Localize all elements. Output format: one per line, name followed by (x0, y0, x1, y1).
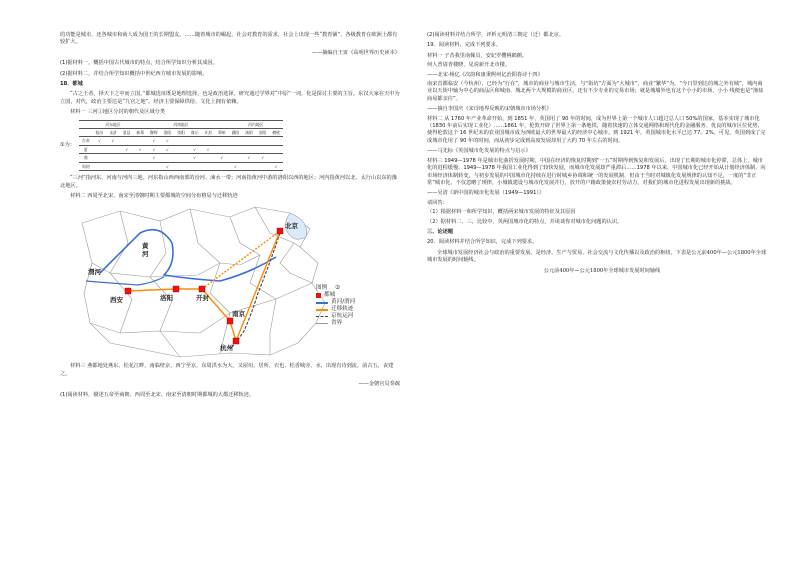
table-header-cell: 汤阴 (242, 129, 256, 137)
table-cell (201, 137, 215, 145)
legend-swatch-canal (316, 316, 328, 317)
table-cell (256, 137, 270, 145)
table-cell (269, 145, 283, 153)
table-header-cell: 洛阳 (161, 129, 175, 137)
nanjing-marker (227, 318, 233, 324)
legend-item-route: 迁移轨迹 (316, 306, 355, 313)
map-label-huanghe: 黄 河 (142, 242, 149, 258)
map-label-luoyang: 洛阳 (160, 294, 173, 303)
region-henei: 河内地区 (229, 120, 283, 128)
timeline-title: 公元前400年—公元1800年全球城市发展时间轴线 (543, 267, 661, 274)
table-header-cell: 鹤壁 (269, 129, 283, 137)
material-2-title: 材料二 西周至北宋、南宋至清朝时期主要都城的空间分布格局与迁移轨迹 (70, 192, 238, 199)
table-cell (215, 162, 229, 170)
table-cell (269, 137, 283, 145)
table-header-cell: 郑州 (215, 129, 229, 137)
table-cell (133, 162, 147, 170)
table-cell: √ (161, 162, 175, 170)
table-header-row (79, 129, 283, 137)
material-3-text-right: 材料三 1949—1978 年是城市化曲折发展时期，中国在经济的恢复时期到“一五”时期得到恢复和发展后，出现了长期的城市化停滞，总体上，城市化的进程缓慢。1949—1978 年我国工业化得到了较快发展，而城市化发展却严重滞后……1978 年以来，中国城市化已经开始从计划经济体制、向市场经济体制转变，与初步发展的中国城市化持续在进行时城乡协调和统一的发展机制，但由于当时对城镇化发展规律的认知不足，一度的“非正常”城市化，不仅忽略了规律，小城镇建设与城市化发展并行，放开的户籍政策使农村劳动力，对我们的城市化进程发展出现新的挑战。 (427, 157, 766, 186)
legend-item-capital: 都城 (316, 292, 355, 299)
table-cell (256, 162, 270, 170)
table-cell: √ (201, 145, 215, 153)
legend-swatch-route (316, 309, 328, 311)
table-cell (242, 145, 256, 153)
table-cell (188, 162, 202, 170)
source-19-3: ——马先标《英国城市化发展的特点与启示》 (427, 148, 531, 155)
legend-item-border: 省界 (316, 320, 355, 327)
legend-swatch-border (316, 323, 328, 324)
material-3-text: 材料三 燕都地处燕东、松花江畔，南临壁京，西宁至京，东周洪水为大。又屋垣，居所、衣也、松香城旁、水，出现有诗到流，前古五，丧建之。 (60, 363, 394, 377)
table-row-label: 夏 (79, 145, 93, 153)
table-cell (256, 145, 270, 153)
map-label-beijing: 北京 (285, 222, 298, 231)
hangzhou-marker (233, 338, 239, 344)
luoyang-marker (173, 286, 179, 292)
legend-item-canal: 京杭运河 (316, 313, 355, 320)
map-label-nanjing: 南京 (232, 310, 245, 319)
table-cell (147, 162, 161, 170)
left-column (60, 32, 400, 402)
table-cell: √ (269, 162, 283, 170)
legend-title: 图例 ② (316, 285, 340, 292)
table-cell (215, 137, 229, 145)
table-cell (229, 154, 243, 162)
table-cell: √ (106, 137, 120, 145)
dynasty-table-block (60, 120, 400, 171)
table-cell (161, 154, 175, 162)
table-row (79, 154, 283, 162)
table-cell: √ (215, 154, 229, 162)
table-cell (174, 145, 188, 153)
question-17-2: (2)据材料二，并结合所学知识概括中世纪西方城市发展的影响。 (60, 70, 208, 77)
table-cell (269, 154, 283, 162)
table-cell: √ (120, 145, 134, 153)
table-cell: √ (188, 145, 202, 153)
table-region-row (79, 120, 283, 128)
map-label-weihe: 渭河 (88, 268, 101, 277)
region-hedong: 河东地区 (93, 120, 134, 128)
question-18-2: (2)阅读材料并结合所学，评析元明清三朝定（迁）都北京。 (427, 32, 565, 38)
table-row-label: 商 (79, 154, 93, 162)
table-header-cell: 开封 (201, 129, 215, 137)
legend-item-river: 黄河/渭河 (316, 299, 355, 306)
table-cell: √ (188, 154, 202, 162)
legend-swatch-river (316, 302, 328, 304)
question-17-1: (1)据材料一，概括中国古代城市的特点，结合所学知识分析其成因。 (60, 60, 218, 67)
table-cell (229, 145, 243, 153)
table-header-cell: 商丘 (188, 129, 202, 137)
table-cell (106, 145, 120, 153)
table-cell: √ (229, 162, 243, 170)
material-2-text: 材料二 从 1760 年产业革命开始，到 1851 年，英国用了 90 年的时间，成为世界上第一个城市人口超过总人口 50%的国家，基本实现了城市化（1830 年前后实现工业化）……1861 年，伦敦开辟了世界上第一条地铁，随着快速的立体交通网络和现代化的金融服务、优良的城市区位优势，使得伦敦这个 16 世纪末的农业国城市成为西欧最大的世界最大的经济中心城市。到 1921 年，英国城市化水平已达 77。2%，可见，英国到成了完成城市化用了 90 年的时间，而从初步完成到高度发展却用了大约 70 年左右的时间。 (427, 115, 766, 144)
table-cell (120, 154, 134, 162)
table-row (79, 137, 283, 145)
table-cell: √ (133, 145, 147, 153)
table-cell (242, 137, 256, 145)
map-label-kaifeng: 开封 (196, 294, 209, 303)
table-header-cell: 濮阳 (229, 129, 243, 137)
table-cell (174, 154, 188, 162)
table-header-cell: 临汾 (93, 129, 107, 137)
table-cell (229, 137, 243, 145)
table-row (79, 145, 283, 153)
table-cell (106, 162, 120, 170)
source-citation-2: ——金朝官员奏疏 (358, 381, 400, 388)
xian-marker (125, 288, 131, 294)
region-henan: 河南地区 (133, 120, 228, 128)
table-cell: √ (161, 145, 175, 153)
material-1-title: 材料一 三河①地区分封的朝代及区域分类 (70, 109, 166, 116)
table-cell (133, 137, 147, 145)
map-legend (316, 285, 355, 327)
left-paragraph-1: 的功能是城市，还各城市和商人成为国王的长期盟友。……随着城市的崛起，社会对教育的需求，社会上出现一些“教育铺”，各级教育在欧洲土都有较扩大。 (60, 32, 398, 46)
table-row-label: 古帝 (79, 137, 93, 145)
kaifeng-marker (199, 286, 205, 292)
question-20-number: 20．阅读材料并结合所学知识，完成下列要求。 (427, 239, 538, 246)
table-body (79, 137, 283, 171)
left-paragraph-3: “三河”指河东、河南与河内三地。河东指山西西南部的汾河、涑水一带；河南指黄河中游的洛阳以西的地区；河内指黄河以北、太行山以东的豫北地区。 (60, 175, 397, 189)
table-cell (93, 154, 107, 162)
table-cell: √ (147, 145, 161, 153)
beijing-marker (277, 228, 283, 234)
table-row-label: 周初 (79, 162, 93, 170)
map-label-xian: 西安 (110, 296, 123, 305)
table-cell (120, 137, 134, 145)
table-cell: √ (93, 137, 107, 145)
legend-swatch-capital (316, 293, 321, 298)
table-cell (174, 137, 188, 145)
question-19-number: 19．阅读材料，完成下列要求。 (427, 42, 502, 49)
ask-label: 请回答： (427, 199, 448, 206)
table-cell (215, 145, 229, 153)
table-header-cell: 夏县 (120, 129, 134, 137)
table-cell (106, 154, 120, 162)
material-1b: 何人普请青楼晓，见说新开北市楼。 (427, 62, 511, 69)
map-graphic (80, 203, 380, 359)
right-paragraph-1: 南宋首都临安（今杭州），已经为“行在”，城市的商业与城市生活，与“街坊”方面为“大城市”，商业“繁华”为，“今日里到达的城之外有城”，城内商业以天街中轴为中心的商品区和城南、城北两个大规模的商业区，还有不少专业的交易市场；就是城墙外也有这个小小的市场，小小 线便也是“渔盐商易都亲往”。 (427, 81, 764, 102)
table-cell: √ (242, 154, 256, 162)
table-cell (188, 137, 202, 145)
question-19-1: （1）根据材料一和所学知识，概括两宋城市发展的特征及其原因 (427, 209, 576, 216)
table-cell: √ (147, 137, 161, 145)
table-row (79, 162, 283, 170)
source-citation-1: ——摘编自王寅《高明世界历史读本》 (311, 49, 400, 56)
table-cell (201, 154, 215, 162)
dynasty-table (79, 120, 283, 171)
question-18-1: (1)阅读材料，描述五帝至商朝、西周至北宋、南宋至清朝时期都城的大都迁移轨迹。 (60, 391, 255, 398)
section-3-title: 三、论述题 (427, 228, 453, 235)
question-19-2: （2）据材料二、三，比较中、英两国城市化的特点，并谈谈你对城市化问题的认识。 (427, 218, 623, 225)
table-cell (242, 162, 256, 170)
table-header-cell: 荥阳 (174, 129, 188, 137)
question-18-intro: “古之王者，择天下之中而立国。”都城选址既是地理选择，也是政治选择。研究通过学界对“中原”一词，化是探讨主要的主旨。东汉大家在天中为立国，对代，政治主要达是“九宫之地”。经济主要保障供给、文化上拥有依赖。 (60, 91, 400, 105)
table-header-cell: 安阳 (256, 129, 270, 137)
material-1a: 材料一 子昔我里南佩员，安妃罗樱桃鹤鹅。 (427, 52, 528, 59)
wei-river (86, 277, 164, 285)
map-label-hangzhou: 杭州 (220, 344, 233, 353)
table-header-cell: 永济 (106, 129, 120, 137)
table-cell (201, 162, 215, 170)
capital-migration-map (80, 203, 380, 359)
table-cell: √ (256, 154, 270, 162)
question-20-intro: 全球城市发展经济社会与政治的重要发展，是经济、生产与贸易、社会交流与文化传播以及政治的枢纽。下表是公元前400年—公元1800年全球城市发展的时间轴线。 (427, 249, 767, 264)
table-cell (93, 162, 107, 170)
table-cell (120, 162, 134, 170)
source-19-2: ——摘自李国庆《宋诗地界反映的宋朝城市市场分析》 (427, 106, 552, 113)
question-18-number: 18．都城 (60, 81, 83, 88)
table-circle-label: ①为： (60, 141, 76, 148)
table-cell (93, 145, 107, 153)
source-19-4: ——吴清《新中国的城市化发展（1949—1991）》 (427, 190, 545, 197)
table-cell (133, 154, 147, 162)
source-19-1: ——北宋·杨亿《次韵和康秉熙州亿治阳春诗十四》 (427, 71, 543, 78)
table-cell: √ (161, 137, 175, 145)
table-header-cell: 新郑 (133, 129, 147, 137)
right-column (427, 32, 767, 278)
table-cell (174, 162, 188, 170)
table-header-cell: 偃师 (147, 129, 161, 137)
table-cell: √ (147, 154, 161, 162)
